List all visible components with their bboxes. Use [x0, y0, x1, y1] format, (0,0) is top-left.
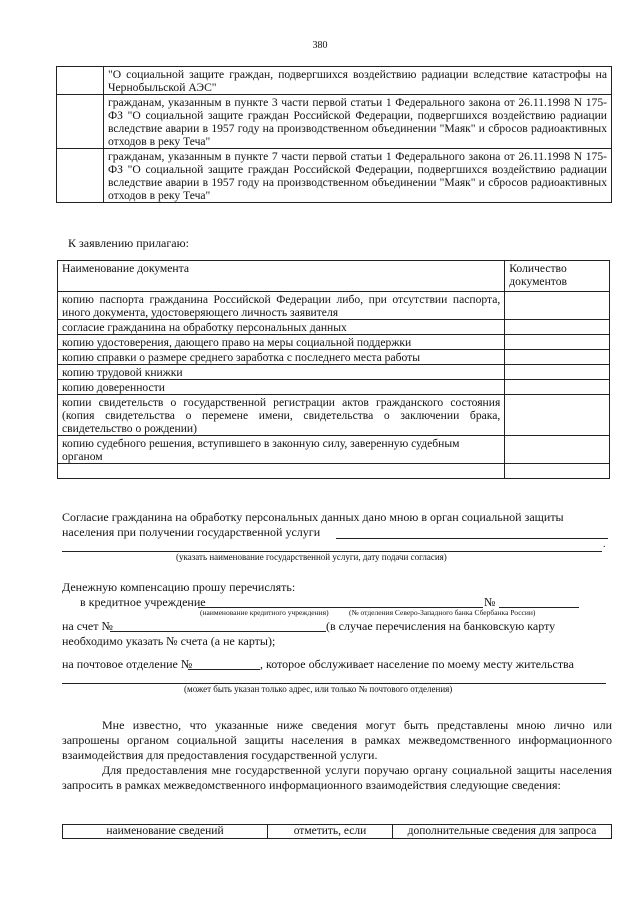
table-row — [58, 380, 610, 395]
consent-line-2: населения при получении государственной услуги — [62, 525, 321, 539]
table-row — [58, 335, 610, 350]
requested-info-table — [62, 824, 612, 839]
document-name: копию судебного решения, вступившего в законную силу, заверенную судебным органом — [58, 436, 505, 464]
table-row — [57, 67, 612, 95]
page-number: 380 — [312, 40, 328, 51]
empty-cell — [57, 67, 104, 95]
document-name — [58, 464, 505, 479]
documents-table — [57, 260, 610, 479]
account-number-blank — [110, 631, 326, 632]
compensation-title: Денежную компенсацию прошу перечислять: — [62, 580, 296, 594]
document-name: копии свидетельств о государственной регистрации актов гражданского состояния (копия свидетельства о перемене имени, свидетельства о заключении брака, свидетельство о рождении) — [58, 395, 505, 436]
post-office-label: на почтовое отделение № — [62, 657, 193, 671]
document-name: копию удостоверения, дающего право на меры социальной поддержки — [58, 335, 505, 350]
service-name-blank — [336, 538, 608, 539]
quantity-cell — [505, 464, 610, 479]
table-cell: гражданам, указанным в пункте 7 части первой статьи 1 Федерального закона от 26.11.1998 N 175-ФЗ "О социальной защите граждан Российской Федерации, подвергшихся воздействию радиации вследствие аварии в 1957 году на производственном объединении "Маяк" и сбросов радиоактивных отходов в реку Теча" — [104, 149, 612, 203]
header-document-name: Наименование документа — [58, 261, 505, 292]
paragraph-request: Для предоставления мне государственной услуги поручаю органу социальной защиты населения запросить в рамках межведомственного информационного взаимодействия следующие сведения: — [62, 763, 612, 792]
post-office-rest: , которое обслуживает население по моему месту жительства — [260, 657, 574, 671]
table-row — [58, 436, 610, 464]
table-row — [57, 149, 612, 203]
table-row — [58, 350, 610, 365]
table-row — [58, 464, 610, 479]
table-row — [58, 292, 610, 320]
branch-number-sign: № — [484, 595, 496, 609]
quantity-cell — [505, 335, 610, 350]
header-info-name: наименование сведений — [63, 825, 268, 839]
top-table — [56, 66, 612, 203]
branch-caption: (№ отделения Северо-Западного банка Сбербанка России) — [349, 608, 536, 617]
quantity-cell — [505, 380, 610, 395]
post-office-number-blank — [188, 669, 260, 670]
table-cell: "О социальной защите граждан, подвергшихся воздействию радиации вследствие катастрофы на Чернобыльской АЭС" — [104, 67, 612, 95]
table-row — [58, 395, 610, 436]
quantity-cell — [505, 350, 610, 365]
post-office-caption: (может быть указан только адрес, или только № почтового отделения) — [184, 684, 453, 694]
account-note-2: необходимо указать № счета (а не карты); — [62, 634, 276, 648]
document-name: копию трудовой книжки — [58, 365, 505, 380]
consent-caption: (указать наименование государственной услуги, дату подачи согласия) — [176, 552, 447, 562]
table-row — [57, 95, 612, 149]
header-additional-info: дополнительные сведения для запроса — [393, 825, 612, 839]
attach-intro: К заявлению прилагаю: — [68, 236, 189, 250]
bank-label: в кредитное учреждение — [80, 595, 206, 609]
account-label: на счет № — [62, 619, 113, 633]
document-name: согласие гражданина на обработку персональных данных — [58, 320, 505, 335]
bank-caption: (наименование кредитного учреждения) — [200, 608, 329, 617]
quantity-cell — [505, 436, 610, 464]
quantity-cell — [505, 292, 610, 320]
account-note: (в случае перечисления на банковскую карту — [326, 619, 556, 633]
quantity-cell — [505, 365, 610, 380]
paragraph-info: Мне известно, что указанные ниже сведения могут быть представлены мною лично или запрошены органом социальной защиты населения в рамках межведомственного информационного взаимодействия для предоставления государственной услуги. — [62, 718, 612, 762]
document-name: копию справки о размере среднего заработка с последнего места работы — [58, 350, 505, 365]
empty-cell — [57, 95, 104, 149]
quantity-cell — [505, 395, 610, 436]
header-mark-if: отметить, если — [268, 825, 393, 839]
header-quantity: Количество документов — [505, 261, 610, 292]
table-row — [58, 365, 610, 380]
table-header-row — [58, 261, 610, 292]
document-name: копию паспорта гражданина Российской Федерации либо, при отсутствии паспорта, иного документа, удостоверяющего личность заявителя — [58, 292, 505, 320]
document-name: копию доверенности — [58, 380, 505, 395]
consent-trail: . — [603, 539, 606, 550]
empty-cell — [57, 149, 104, 203]
table-header-row — [63, 825, 612, 839]
quantity-cell — [505, 320, 610, 335]
consent-line-1: Согласие гражданина на обработку персональных данных дано мною в орган социальной защиты — [62, 510, 564, 524]
table-row — [58, 320, 610, 335]
table-cell: гражданам, указанным в пункте 3 части первой статьи 1 Федерального закона от 26.11.1998 N 175-ФЗ "О социальной защите граждан Российской Федерации, подвергшихся воздействию радиации вследствие аварии в 1957 году на производственном объединении "Маяк" и сбросов радиоактивных отходов в реку Теча" — [104, 95, 612, 149]
